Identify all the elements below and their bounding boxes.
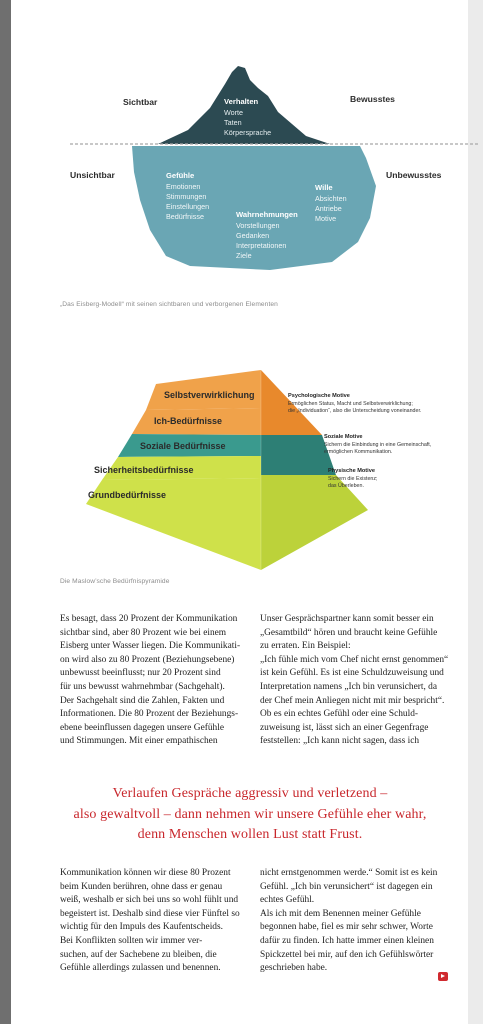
feelings-title: Gefühle [166,171,195,180]
article-column-right-bottom: nicht ernstgenommen werde.“ Somit ist es kein Gefühl. „Ich bin verunsichert“ ist dagegen ein echtes Gefühl. Als ich mit dem Benennen meiner Gefühle begonnen habe, fiel es mir sehr schwer, Worte dafür zu finden. Ich hatte immer einen kleinen Spickzettel bei mir, auf den ich Gefühlswörter geschrieben habe. [260,868,438,974]
continue-arrow-icon [438,972,448,981]
perceptions-item: Interpretationen [236,241,287,250]
note-title: Physische Motive [328,468,375,474]
will-item: Absichten [315,194,347,203]
note-line: Ermöglichen Status, Macht und Selbstverwirklichung; [288,401,413,407]
perceptions-item: Gedanken [236,231,270,240]
note-line: das Überleben. [328,483,364,489]
feelings-item: Einstellungen [166,202,210,211]
label-unconscious: Unbewusstes [386,170,442,180]
will-item: Motive [315,214,337,223]
feelings-item: Stimmungen [166,192,207,201]
perceptions-item: Vorstellungen [236,221,280,230]
behavior-item: Körpersprache [224,128,272,137]
pyramid-side-bottom [261,475,368,570]
feelings-item: Bedürfnisse [166,212,204,221]
label-conscious: Bewusstes [350,94,395,104]
pyramid-side-mid [261,435,336,475]
note-title: Soziale Motive [324,434,363,440]
article-column-left-top: Es besagt, dass 20 Prozent der Kommunikation sichtbar sind, aber 80 Prozent wie bei einem Eisberg unter Wasser liegen. Die Kommunikati- on wird also zu 80 Prozent (Beziehungsebene) unbewusst beeinflusst; nur 20 Prozent sind für uns bewusst wahrnehmbar (Sachgehalt). Der Sachgehalt sind die Zahlen, Fakten und Informationen. Die 80 Prozent der Beziehungs- ebene beeinflussen dagegen unsere Gefühle und Stimmungen. Mit einer empathischen [60,614,241,747]
label-invisible: Unsichtbar [70,170,115,180]
note-line: ermöglichen Kommunikation. [324,449,393,455]
pyramid-caption: Die Maslow’sche Bedürfnispyramide [60,578,170,585]
feelings-item: Emotionen [166,182,201,191]
pyramid-label: Selbstverwirklichung [164,390,255,400]
note-line: Sichern die Existenz; [328,476,378,482]
will-item: Antriebe [315,204,342,213]
pyramid-label: Ich-Bedürfnisse [154,416,223,426]
note-title: Psychologische Motive [288,393,350,399]
article-column-left-bottom: Kommunikation können wir diese 80 Prozent beim Kunden berühren, ohne dass er genau weiß, weshalb er sich bei uns so wohl fühlt und begeistert ist. Deshalb sind diese vier Fünftel so wichtig für den Impuls des Kaufentscheids. Bei Konflikten sollten wir immer ver- suchen, auf der Sachebene zu bleiben, die Gefühle allerdings zulassen und benennen. [60,868,240,974]
article-column-right-top: Unser Gesprächspartner kann somit besser ein „Gesamtbild“ hören und braucht keine Gefühle zu erraten. Ein Beispiel: „Ich fühle mich vom Chef nicht ernst genommen“ ist kein Gefühl. Es ist eine Schuldzuweisung und Interpretation namens „Ich bin verunsichert, da der Chef mein Anliegen nicht mit mir bespricht“. Ob es ein echtes Gefühl oder eine Schuld- zuweisung ist, lässt sich an einer Gegenfrage feststellen: „Ich kann nicht sagen, dass ich [260,614,449,747]
perceptions-title: Wahrnehmungen [236,210,298,219]
note-line: Sichern die Einbindung in eine Gemeinschaft, [324,442,432,448]
pyramid-label: Sicherheitsbedürfnisse [94,465,194,475]
label-visible: Sichtbar [123,97,158,107]
note-line: die „Individuation“, also die Unterscheidung voneinander. [288,408,422,414]
iceberg-caption: „Das Eisberg-Modell“ mit seinen sichtbaren und verborgenen Elementen [60,301,278,308]
iceberg-diagram [70,60,480,275]
behavior-title: Verhalten [224,97,259,106]
will-title: Wille [315,183,333,192]
pyramid-label: Soziale Bedürfnisse [140,441,226,451]
maslow-pyramid [76,370,476,575]
perceptions-item: Ziele [236,251,252,260]
pull-quote: Verlaufen Gespräche aggressiv und verletzend – also gewaltvoll – dann nehmen wir unsere Gefühle eher wahr, denn Menschen wollen Lust statt Frust. [73,786,427,842]
pyramid-label: Grundbedürfnisse [88,490,167,500]
behavior-item: Worte [224,108,244,117]
behavior-item: Taten [224,118,242,127]
